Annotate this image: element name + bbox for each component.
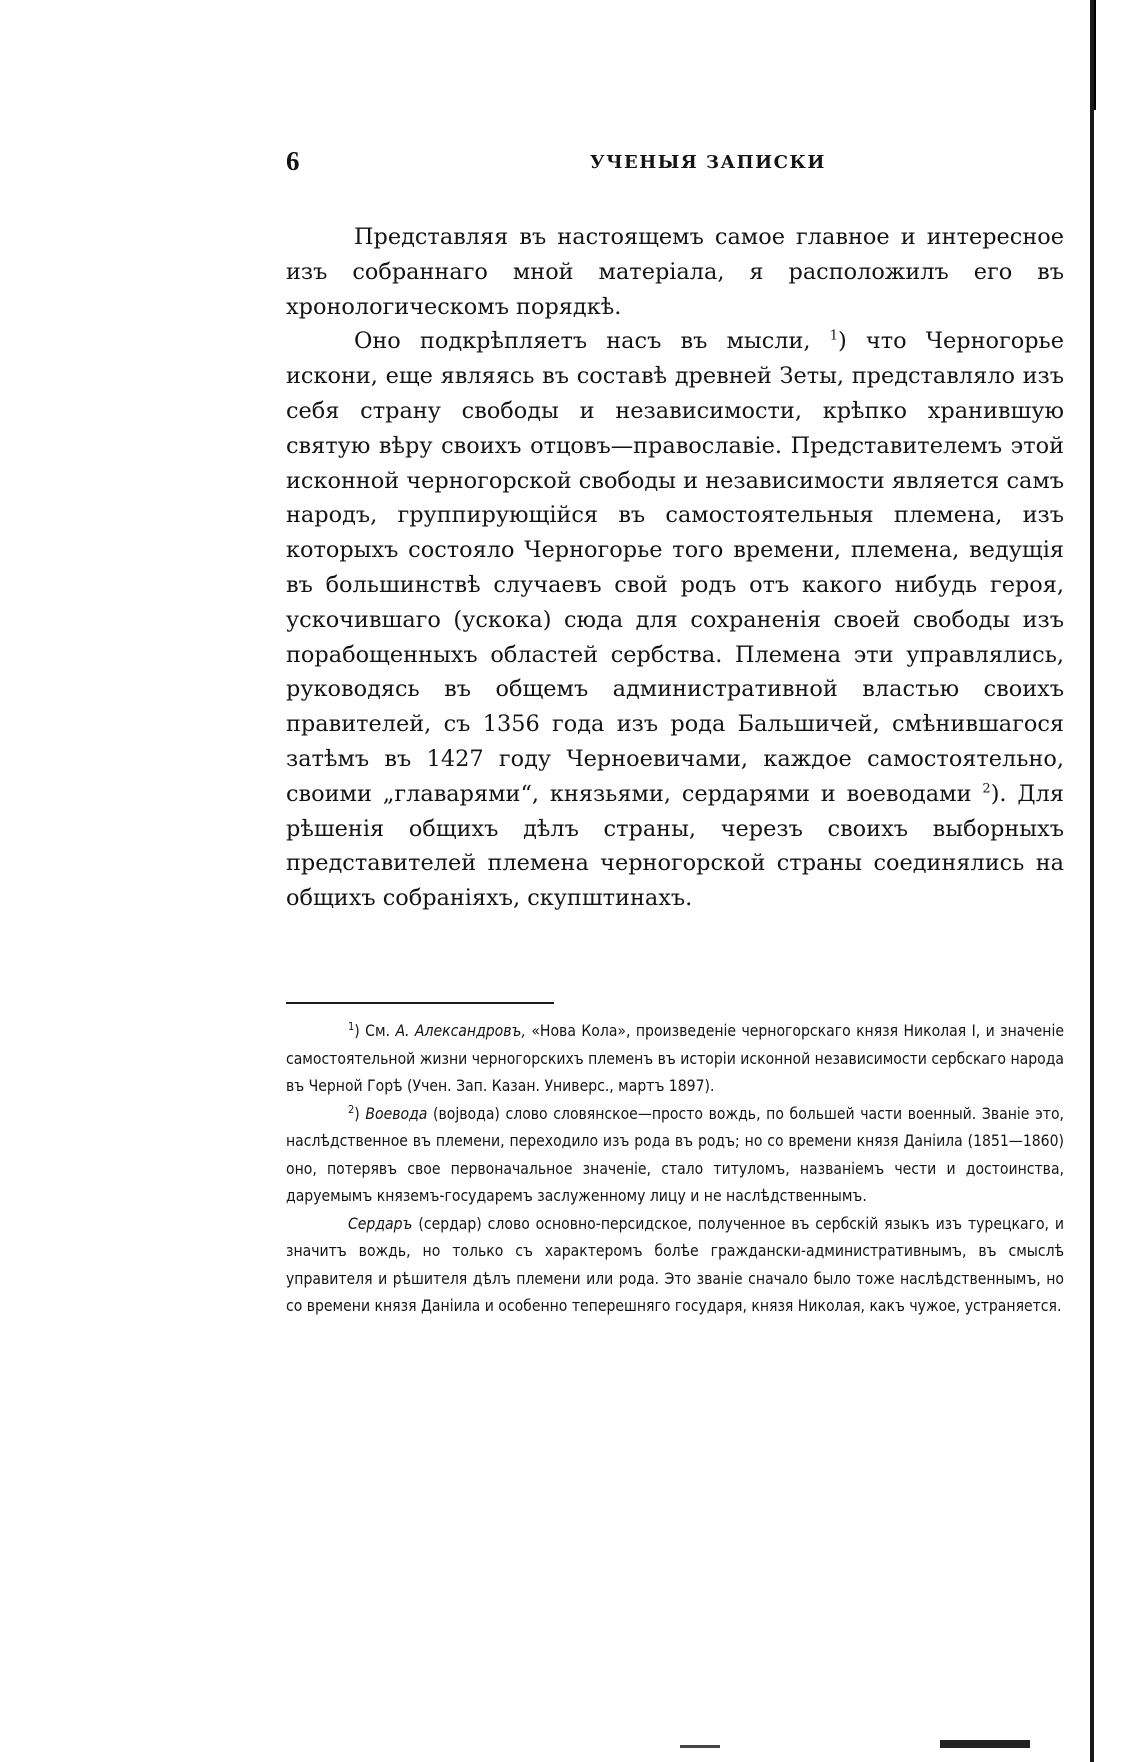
page-edge-line xyxy=(1090,0,1094,1762)
footnote-ref-1[interactable]: 1 xyxy=(829,328,838,344)
footnote-1-number: 1 xyxy=(348,1019,355,1033)
paragraph-2-part-b: что Черногорье искони, еще являясь въ составѣ древней Зеты, представляло изъ себя страну свободы и независимости, крѣпко хранившую святую вѣру своихъ отцовъ—православіе. Представителемъ этой исконной черногорской свободы и независимости является самъ народъ, группирующійся въ самостоятельныя племена, изъ которыхъ состояло Черногорье того времени, племена, ведущія въ большинствѣ случаевъ свой родъ отъ какого нибудь героя, ускочившаго (ускока) сюда для сохраненія своей свободы изъ порабощенныхъ областей сербства. Племена эти управлялись, руководясь въ общемъ административной властью своихъ правителей, съ 1356 года изъ рода Бальшичей, смѣнившагося затѣмъ въ 1427 году Черноевичами, каждое самостоятельно, своими „главарями“, князьями, сердарями и воеводами xyxy=(286,328,1065,807)
footnote-2-number: 2 xyxy=(348,1102,355,1116)
footnote-2: $^2$) Воевода (војвода) слово словянское—просто вождь, по большей части военный. Званіе это, наслѣдственное въ племени, переходило изъ рода въ родъ; но со времени князя Даніила (1851—1860) оно, потерявъ свое первоначальное значеніе, стало титуломъ, названіемъ чести и достоинства, даруемымъ княземъ-государемъ заслуженному лицу и не наслѣдственнымъ. xyxy=(286,1102,1064,1205)
paragraph-2-part-a: Оно подкрѣпляетъ насъ въ мысли, xyxy=(354,328,811,355)
footnote-3-term: Сердаръ xyxy=(348,1214,413,1233)
footnote-ref-2[interactable]: 2 xyxy=(982,781,991,797)
footnote-1-prefix: ) См. xyxy=(354,1022,391,1040)
footnote-2-text: (војвода) слово словянское—просто вождь, по большей части военный. Званіе это, наслѣдственное въ племени, переходило изъ рода въ родъ; но со времени князя Даніила (1851—1860) оно, потерявъ свое первоначальное значеніе, стало титуломъ, названіемъ чести и достоинства, даруемымъ княземъ-государемъ заслуженному лицу и не наслѣдственнымъ. xyxy=(286,1104,1064,1205)
footnote-divider xyxy=(286,1002,554,1004)
main-text xyxy=(286,220,1064,916)
footnote-2-term: Воевода xyxy=(365,1104,428,1123)
paragraph-2: Оно подкрѣпляетъ насъ въ мысли, $^1$) что Черногорье искони, еще являясь въ составѣ древней Зеты, представляло изъ себя страну свободы и независимости, крѣпко хранившую святую вѣру своихъ отцовъ—православіе. Представителемъ этой исконной черногорской свободы и независимости является самъ народъ, группирующійся въ самостоятельныя племена, изъ которыхъ состояло Черногорье того времени, племена, ведущія въ большинствѣ случаевъ свой родъ отъ какого нибудь героя, ускочившаго (ускока) сюда для сохраненія своей свободы изъ порабощенныхъ областей сербства. Племена эти управлялись, руководясь въ общемъ административной властью своихъ правителей, съ 1356 года изъ рода Бальшичей, смѣнившагося затѣмъ въ 1427 году Черноевичами, каждое самостоятельно, своими „главарями“, князьями, сердарями и воеводами $^2$). Для рѣшенія общихъ дѣлъ страны, черезъ своихъ выборныхъ представителей племена черногорской страны соединялись на общихъ собраніяхъ, скупштинахъ. xyxy=(286,328,1065,912)
footnote-1-text: «Нова Кола», произведеніе черногорскаго князя Николая I, и значеніе самостоятельной жизни черногорскихъ племенъ въ исторіи исконной независимости сербскаго народа въ Черной Горѣ (Учен. Зап. Казан. Универс., мартъ 1897). xyxy=(286,1022,1064,1095)
paragraph-1: Представляя въ настоящемъ самое главное и интересное изъ собраннаго мной матеріала, я расположилъ его въ хронологическомъ порядкѣ. xyxy=(286,224,1064,320)
footnote-1 xyxy=(286,1018,1064,1101)
footnotes xyxy=(286,1018,1064,1321)
scan-artifact-mark xyxy=(680,1745,720,1748)
footnote-3 xyxy=(286,1211,1064,1321)
paragraph-2-part-c: ). Для рѣшенія общихъ дѣлъ страны, черезъ своихъ выборныхъ представителей племена черногорской страны соединялись на общихъ собраніяхъ, скупштинахъ. xyxy=(286,780,1064,912)
footnote-1-author: А. Александровъ, xyxy=(395,1022,526,1040)
scan-artifact-bar xyxy=(940,1740,1030,1748)
footnote-3-text: (сердар) слово основно-персидское, полученное въ сербскій языкъ изъ турецкаго, и значитъ вождь, но только съ характеромъ болѣе граждански-административнымъ, въ смыслѣ управителя и рѣшителя дѣлъ племени или рода. Это званіе сначало было тоже наслѣдственнымъ, но со времени князя Даніила и особенно теперешняго государя, князя Николая, какъ чужое, устраняется. xyxy=(286,1214,1064,1315)
running-title: УЧЕНЫЯ ЗАПИСКИ xyxy=(590,152,826,173)
page-number: 6 xyxy=(286,146,300,176)
